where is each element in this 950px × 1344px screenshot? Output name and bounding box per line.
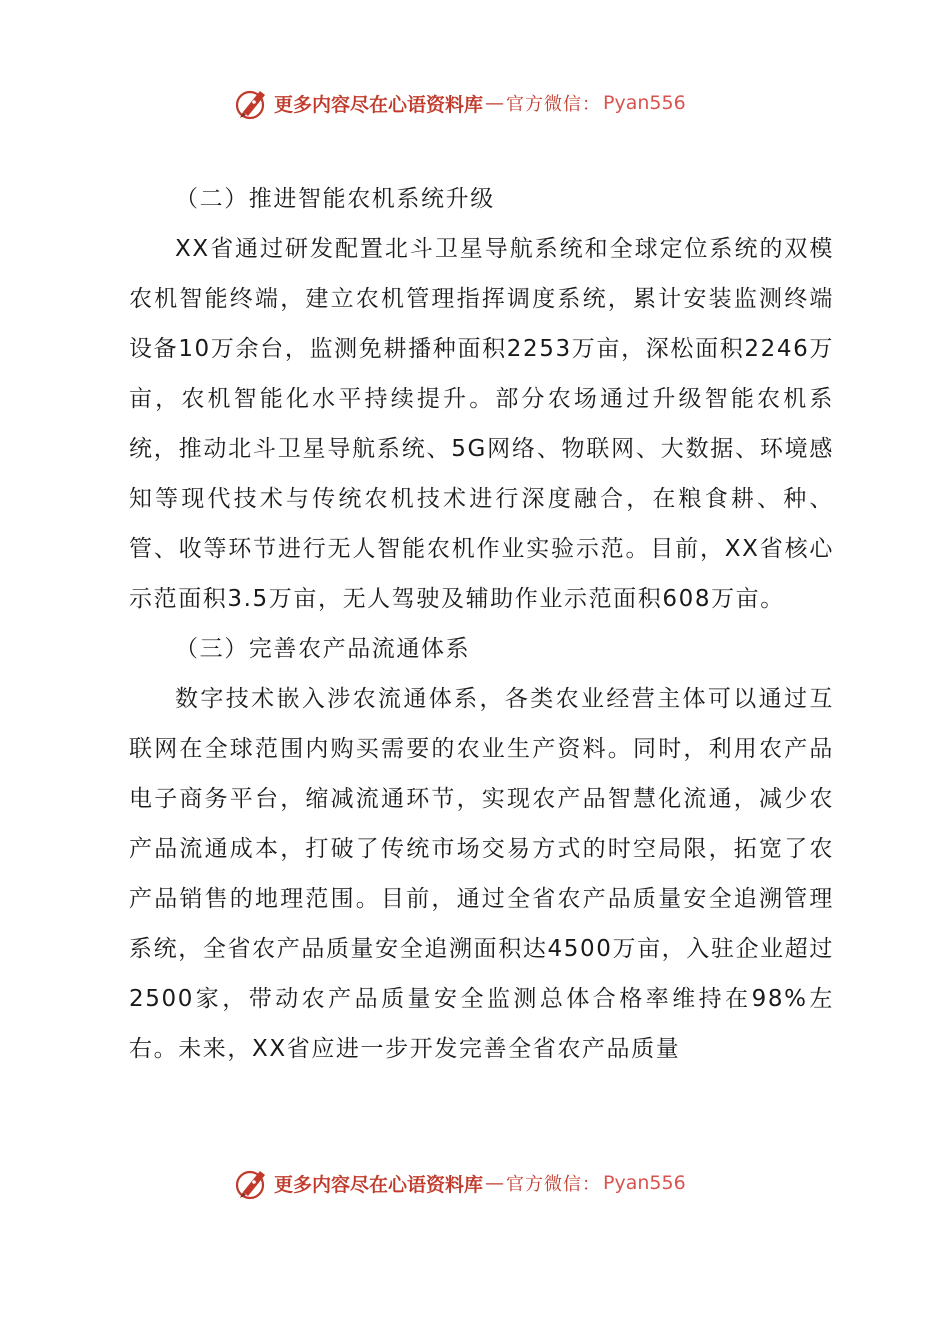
banner-separator: — xyxy=(485,1172,505,1194)
section-heading: （三）完善农产品流通体系 xyxy=(175,636,471,662)
banner-wechat-id: Pyan556 xyxy=(603,1172,686,1194)
document-body xyxy=(129,174,834,1074)
section-paragraph: 数字技术嵌入涉农流通体系，各类农业经营主体可以通过互联网在全球范围内购买需要的农业生产资料。同时，利用农产品电子商务平台，缩减流通环节，实现农产品智慧化流通，减少农产品流通成本，打破了传统市场交易方式的时空局限，拓宽了农产品销售的地理范围。目前，通过全省农产品质量安全追溯管理系统，全省农产品质量安全追溯面积达4500万亩，入驻企业超过2500家，带动农产品质量安全监测总体合格率维持在98%左右。未来，XX省应进一步开发完善全省农产品质量 xyxy=(129,686,834,1062)
pen-nib-logo-icon xyxy=(234,85,270,121)
banner-separator: — xyxy=(485,92,505,114)
pen-nib-logo-icon xyxy=(234,1165,270,1201)
banner-wechat-label: 官方微信： xyxy=(506,94,602,115)
section-heading: （二）推进智能农机系统升级 xyxy=(175,186,495,212)
footer-watermark-banner xyxy=(234,1164,686,1202)
banner-wechat-label: 官方微信： xyxy=(506,1174,602,1195)
header-watermark-banner xyxy=(234,84,686,122)
banner-slogan: 更多内容尽在心语资料库 xyxy=(274,1173,484,1196)
section-paragraph: XX省通过研发配置北斗卫星导航系统和全球定位系统的双模农机智能终端，建立农机管理指挥调度系统，累计安装监测终端设备10万余台，监测免耕播种面积2253万亩，深松面积2246万亩，农机智能化水平持续提升。部分农场通过升级智能农机系统，推动北斗卫星导航系统、5G网络、物联网、大数据、环境感知等现代技术与传统农机技术进行深度融合，在粮食耕、种、管、收等环节进行无人智能农机作业实验示范。目前，XX省核心示范面积3.5万亩，无人驾驶及辅助作业示范面积608万亩。 xyxy=(129,236,834,612)
banner-slogan: 更多内容尽在心语资料库 xyxy=(274,93,484,116)
banner-wechat-id: Pyan556 xyxy=(603,92,686,114)
